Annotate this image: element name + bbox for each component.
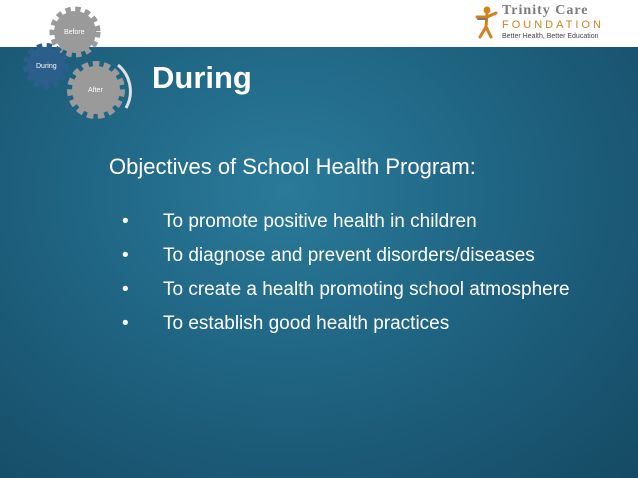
slide-title: During (152, 60, 252, 95)
objectives-list (122, 210, 622, 346)
list-item-text: To create a health promoting school atmosphere (163, 279, 570, 300)
gear-label-after: After (88, 87, 103, 94)
bullet-glyph: • (122, 279, 129, 300)
process-gears (0, 0, 150, 135)
bullet-glyph: • (122, 313, 129, 334)
logo-foundation: FOUNDATION (502, 19, 604, 31)
logo-name: Trinity Care (502, 3, 589, 18)
list-item-text: To establish good health practices (163, 313, 450, 334)
list-item-text: To diagnose and prevent disorders/diseases (163, 245, 535, 266)
bullet-glyph: • (122, 245, 129, 266)
trinity-care-logo (474, 3, 624, 45)
list-item (122, 244, 622, 268)
list-item (122, 210, 622, 234)
slide-subtitle: Objectives of School Health Program: (109, 154, 476, 179)
logo-tagline: Better Health, Better Education (502, 33, 599, 40)
gear-label-during: During (36, 63, 57, 70)
logo-text (502, 3, 604, 41)
bullet-glyph: • (122, 211, 129, 232)
person-figure-icon (474, 5, 498, 39)
gear-label-before: Before (64, 29, 85, 36)
list-item-text: To promote positive health in children (163, 211, 477, 232)
list-item (122, 278, 622, 302)
list-item (122, 312, 622, 336)
